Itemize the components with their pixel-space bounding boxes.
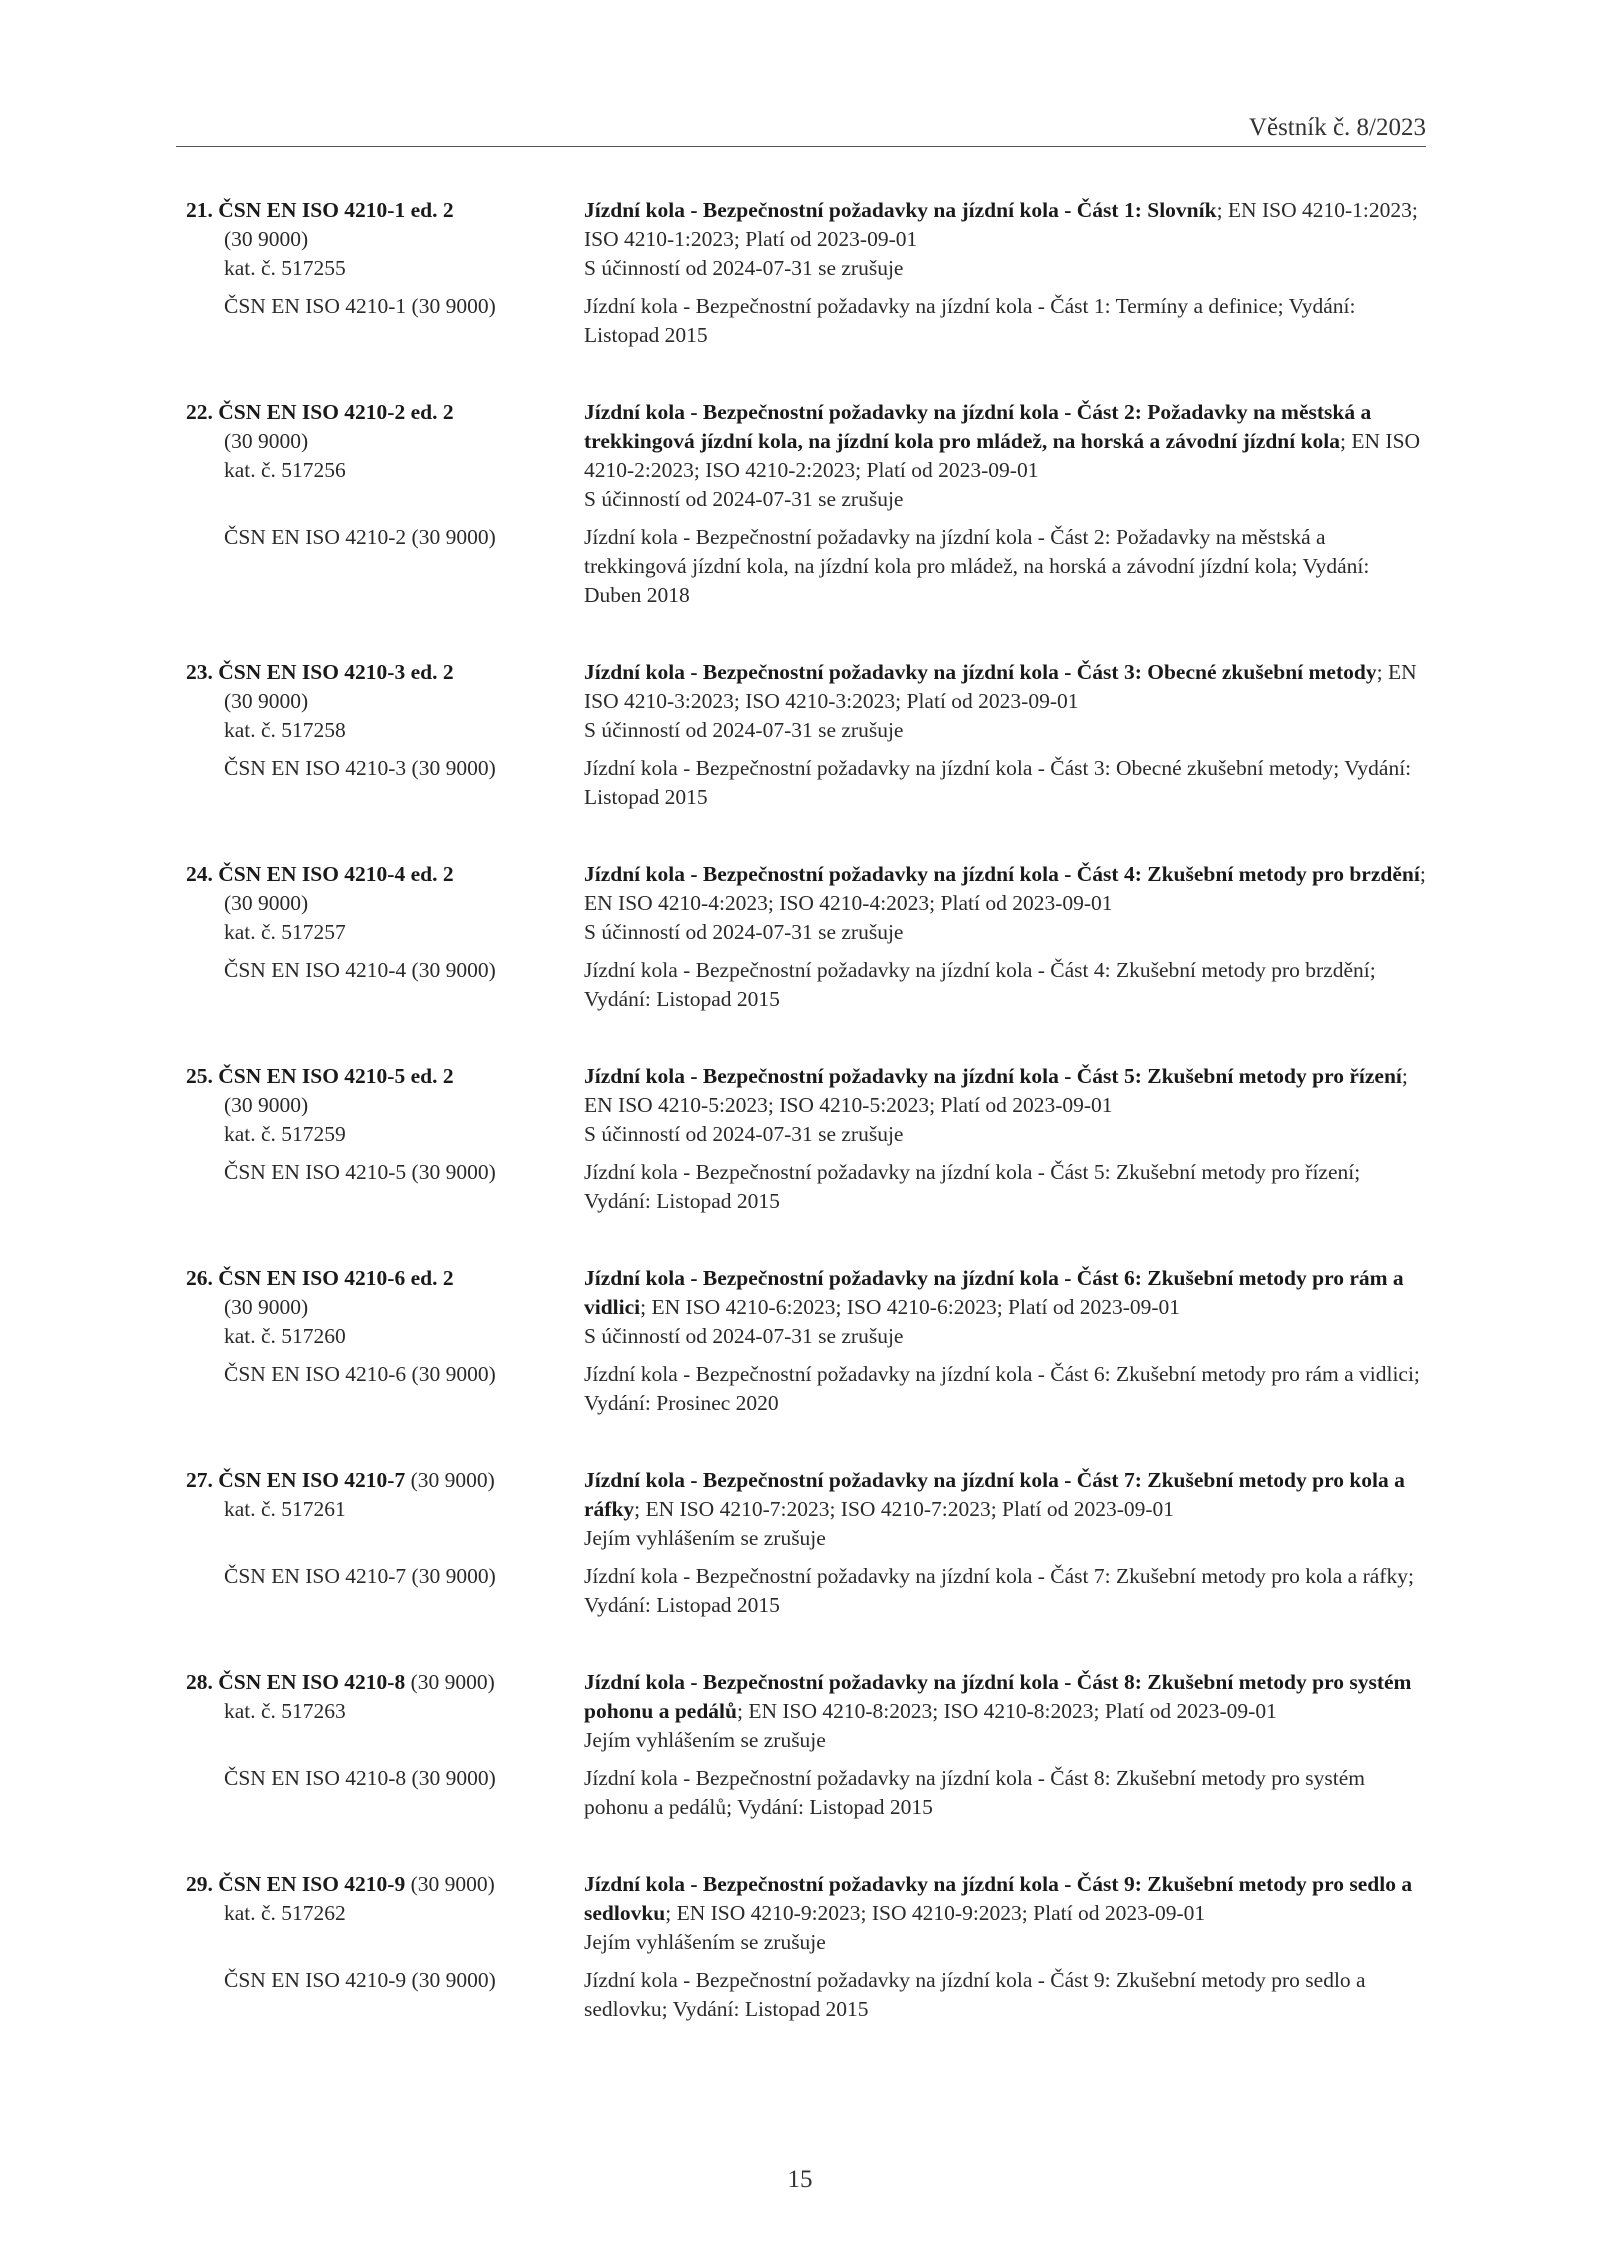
standard-identifier — [186, 1264, 584, 1351]
standard-entry — [186, 1062, 1436, 1216]
standard-class-inline: (30 9000) — [405, 1468, 495, 1492]
standard-description — [584, 860, 1429, 947]
replaced-description: Jízdní kola - Bezpečnostní požadavky na jízdní kola - Část 6: Zkušební metody pro rám a vidlici; Vydání: Prosinec 2020 — [584, 1362, 1420, 1415]
standard-identifier — [186, 1870, 584, 1957]
standard-description — [584, 1668, 1429, 1755]
cancellation-note: S účinností od 2024-07-31 se zrušuje — [584, 920, 904, 944]
standard-identifier — [186, 196, 584, 283]
catalog-number: kat. č. 517256 — [224, 458, 346, 482]
replaced-standard-row — [186, 1360, 1436, 1418]
standard-description — [584, 196, 1429, 283]
standard-title: Jízdní kola - Bezpečnostní požadavky na jízdní kola - Část 8: Zkušební metody pro systém pohonu a pedálů — [584, 1670, 1412, 1723]
replaced-description: Jízdní kola - Bezpečnostní požadavky na jízdní kola - Část 9: Zkušební metody pro sedlo a sedlovku; Vydání: Listopad 2015 — [584, 1968, 1366, 2021]
replaced-code: ČSN EN ISO 4210-6 (30 9000) — [224, 1362, 496, 1386]
entry-number: 26. — [186, 1266, 213, 1290]
replaced-standard-row — [186, 523, 1436, 610]
standard-identifier — [186, 1466, 584, 1553]
entry-number: 29. — [186, 1872, 213, 1896]
entry-number: 23. — [186, 660, 213, 684]
new-standard-row — [186, 1062, 1436, 1149]
page-header — [176, 108, 1426, 147]
standard-class: (30 9000) — [224, 1295, 309, 1319]
standard-identifier — [186, 398, 584, 514]
standard-identifier — [186, 860, 584, 947]
replaced-description: Jízdní kola - Bezpečnostní požadavky na jízdní kola - Část 4: Zkušební metody pro brzdění; Vydání: Listopad 2015 — [584, 958, 1376, 1011]
standard-description — [584, 1264, 1429, 1351]
catalog-number: kat. č. 517258 — [224, 718, 346, 742]
standard-details: ; EN ISO 4210-8:2023; ISO 4210-8:2023; Platí od 2023-09-01 — [736, 1699, 1277, 1723]
replaced-code: ČSN EN ISO 4210-7 (30 9000) — [224, 1564, 496, 1588]
standard-class: (30 9000) — [224, 689, 309, 713]
new-standard-row — [186, 1668, 1436, 1755]
cancellation-note: S účinností od 2024-07-31 se zrušuje — [584, 718, 904, 742]
cancellation-note: S účinností od 2024-07-31 se zrušuje — [584, 1122, 904, 1146]
standard-details: ; EN ISO 4210-7:2023; ISO 4210-7:2023; Platí od 2023-09-01 — [634, 1497, 1175, 1521]
standard-description — [584, 658, 1429, 745]
standard-title: Jízdní kola - Bezpečnostní požadavky na jízdní kola - Část 6: Zkušební metody pro rám a vidlici — [584, 1266, 1404, 1319]
cancellation-note: Jejím vyhlášením se zrušuje — [584, 1728, 826, 1752]
catalog-number: kat. č. 517261 — [224, 1497, 346, 1521]
entry-number: 21. — [186, 198, 213, 222]
standards-list — [186, 196, 1436, 2072]
cancellation-note: S účinností od 2024-07-31 se zrušuje — [584, 256, 904, 280]
standard-entry — [186, 1264, 1436, 1418]
new-standard-row — [186, 658, 1436, 745]
standard-class: (30 9000) — [224, 891, 309, 915]
replaced-description: Jízdní kola - Bezpečnostní požadavky na jízdní kola - Část 7: Zkušební metody pro kola a ráfky; Vydání: Listopad 2015 — [584, 1564, 1414, 1617]
standard-details: ; EN ISO 4210-1:2023; ISO 4210-1:2023; Platí od 2023-09-01 — [584, 198, 1418, 251]
standard-description — [584, 1062, 1429, 1149]
replaced-description: Jízdní kola - Bezpečnostní požadavky na jízdní kola - Část 3: Obecné zkušební metody; Vydání: Listopad 2015 — [584, 756, 1412, 809]
new-standard-row — [186, 1264, 1436, 1351]
standard-code: ČSN EN ISO 4210-8 — [218, 1670, 406, 1694]
standard-code: ČSN EN ISO 4210-5 ed. 2 — [218, 1064, 454, 1088]
standard-entry — [186, 196, 1436, 350]
replaced-description: Jízdní kola - Bezpečnostní požadavky na jízdní kola - Část 5: Zkušební metody pro řízení; Vydání: Listopad 2015 — [584, 1160, 1361, 1213]
replaced-standard-row — [186, 292, 1436, 350]
replaced-standard-row — [186, 754, 1436, 812]
standard-details: ; EN ISO 4210-2:2023; ISO 4210-2:2023; Platí od 2023-09-01 — [584, 429, 1421, 482]
cancellation-note: Jejím vyhlášením se zrušuje — [584, 1526, 826, 1550]
replaced-standard-row — [186, 956, 1436, 1014]
catalog-number: kat. č. 517260 — [224, 1324, 346, 1348]
page-number: 15 — [787, 2166, 813, 2193]
catalog-number: kat. č. 517262 — [224, 1901, 346, 1925]
new-standard-row — [186, 860, 1436, 947]
catalog-number: kat. č. 517255 — [224, 256, 346, 280]
standard-title: Jízdní kola - Bezpečnostní požadavky na jízdní kola - Část 5: Zkušební metody pro řízení — [584, 1064, 1402, 1088]
standard-title: Jízdní kola - Bezpečnostní požadavky na jízdní kola - Část 2: Požadavky na městská a trekkingová jízdní kola, na jízdní kola pro mládež, na horská a závodní jízdní kola — [584, 400, 1372, 453]
replaced-code: ČSN EN ISO 4210-5 (30 9000) — [224, 1160, 496, 1184]
standard-identifier — [186, 1062, 584, 1149]
standard-entry — [186, 658, 1436, 812]
catalog-number: kat. č. 517263 — [224, 1699, 346, 1723]
standard-title: Jízdní kola - Bezpečnostní požadavky na jízdní kola - Část 4: Zkušební metody pro brzdění — [584, 862, 1420, 886]
standard-class: (30 9000) — [224, 227, 309, 251]
new-standard-row — [186, 1466, 1436, 1553]
new-standard-row — [186, 196, 1436, 283]
new-standard-row — [186, 398, 1436, 514]
replaced-standard-row — [186, 1764, 1436, 1822]
catalog-number: kat. č. 517257 — [224, 920, 346, 944]
standard-details: ; EN ISO 4210-3:2023; ISO 4210-3:2023; Platí od 2023-09-01 — [584, 660, 1417, 713]
standard-entry — [186, 1466, 1436, 1620]
standard-title: Jízdní kola - Bezpečnostní požadavky na jízdní kola - Část 9: Zkušební metody pro sedlo a sedlovku — [584, 1872, 1413, 1925]
standard-details: ; EN ISO 4210-9:2023; ISO 4210-9:2023; Platí od 2023-09-01 — [665, 1901, 1206, 1925]
standard-title: Jízdní kola - Bezpečnostní požadavky na jízdní kola - Část 7: Zkušební metody pro kola a ráfky — [584, 1468, 1405, 1521]
standard-code: ČSN EN ISO 4210-7 — [218, 1468, 406, 1492]
standard-code: ČSN EN ISO 4210-1 ed. 2 — [218, 198, 454, 222]
replaced-code: ČSN EN ISO 4210-2 (30 9000) — [224, 525, 496, 549]
standard-code: ČSN EN ISO 4210-3 ed. 2 — [218, 660, 454, 684]
replaced-standard-row — [186, 1562, 1436, 1620]
replaced-code: ČSN EN ISO 4210-1 (30 9000) — [224, 294, 496, 318]
standard-details: ; EN ISO 4210-6:2023; ISO 4210-6:2023; Platí od 2023-09-01 — [640, 1295, 1181, 1319]
standard-title: Jízdní kola - Bezpečnostní požadavky na jízdní kola - Část 1: Slovník — [584, 198, 1217, 222]
standard-code: ČSN EN ISO 4210-2 ed. 2 — [218, 400, 454, 424]
standard-class: (30 9000) — [224, 429, 309, 453]
standard-identifier — [186, 1668, 584, 1755]
standard-entry — [186, 860, 1436, 1014]
standard-description — [584, 1870, 1429, 1957]
replaced-code: ČSN EN ISO 4210-3 (30 9000) — [224, 756, 496, 780]
catalog-number: kat. č. 517259 — [224, 1122, 346, 1146]
replaced-description: Jízdní kola - Bezpečnostní požadavky na jízdní kola - Část 8: Zkušební metody pro systém pohonu a pedálů; Vydání: Listopad 2015 — [584, 1766, 1366, 1819]
standard-class-inline: (30 9000) — [405, 1670, 495, 1694]
standard-entry — [186, 398, 1436, 610]
standard-description — [584, 398, 1429, 514]
cancellation-note: Jejím vyhlášením se zrušuje — [584, 1930, 826, 1954]
cancellation-note: S účinností od 2024-07-31 se zrušuje — [584, 1324, 904, 1348]
entry-number: 22. — [186, 400, 213, 424]
standard-code: ČSN EN ISO 4210-6 ed. 2 — [218, 1266, 454, 1290]
replaced-standard-row — [186, 1966, 1436, 2024]
replaced-code: ČSN EN ISO 4210-8 (30 9000) — [224, 1766, 496, 1790]
entry-number: 28. — [186, 1670, 213, 1694]
cancellation-note: S účinností od 2024-07-31 se zrušuje — [584, 487, 904, 511]
replaced-description: Jízdní kola - Bezpečnostní požadavky na jízdní kola - Část 1: Termíny a definice; Vydání: Listopad 2015 — [584, 294, 1356, 347]
standard-description — [584, 1466, 1429, 1553]
new-standard-row — [186, 1870, 1436, 1957]
standard-class-inline: (30 9000) — [405, 1872, 495, 1896]
standard-details: ; EN ISO 4210-4:2023; ISO 4210-4:2023; Platí od 2023-09-01 — [584, 862, 1426, 915]
entry-number: 24. — [186, 862, 213, 886]
entry-number: 27. — [186, 1468, 213, 1492]
standard-details: ; EN ISO 4210-5:2023; ISO 4210-5:2023; Platí od 2023-09-01 — [584, 1064, 1408, 1117]
standard-code: ČSN EN ISO 4210-9 — [218, 1872, 406, 1896]
entry-number: 25. — [186, 1064, 213, 1088]
replaced-code: ČSN EN ISO 4210-4 (30 9000) — [224, 958, 496, 982]
bulletin-title: Věstník č. 8/2023 — [1248, 114, 1426, 141]
standard-code: ČSN EN ISO 4210-4 ed. 2 — [218, 862, 454, 886]
standard-entry — [186, 1870, 1436, 2024]
replaced-standard-row — [186, 1158, 1436, 1216]
replaced-description: Jízdní kola - Bezpečnostní požadavky na jízdní kola - Část 2: Požadavky na městská a trekkingová jízdní kola, na jízdní kola pro mládež, na horská a závodní jízdní kola; Vydání: Duben 2018 — [584, 525, 1370, 607]
standard-title: Jízdní kola - Bezpečnostní požadavky na jízdní kola - Část 3: Obecné zkušební metody — [584, 660, 1377, 684]
standard-entry — [186, 1668, 1436, 1822]
standard-identifier — [186, 658, 584, 745]
standard-class: (30 9000) — [224, 1093, 309, 1117]
replaced-code: ČSN EN ISO 4210-9 (30 9000) — [224, 1968, 496, 1992]
